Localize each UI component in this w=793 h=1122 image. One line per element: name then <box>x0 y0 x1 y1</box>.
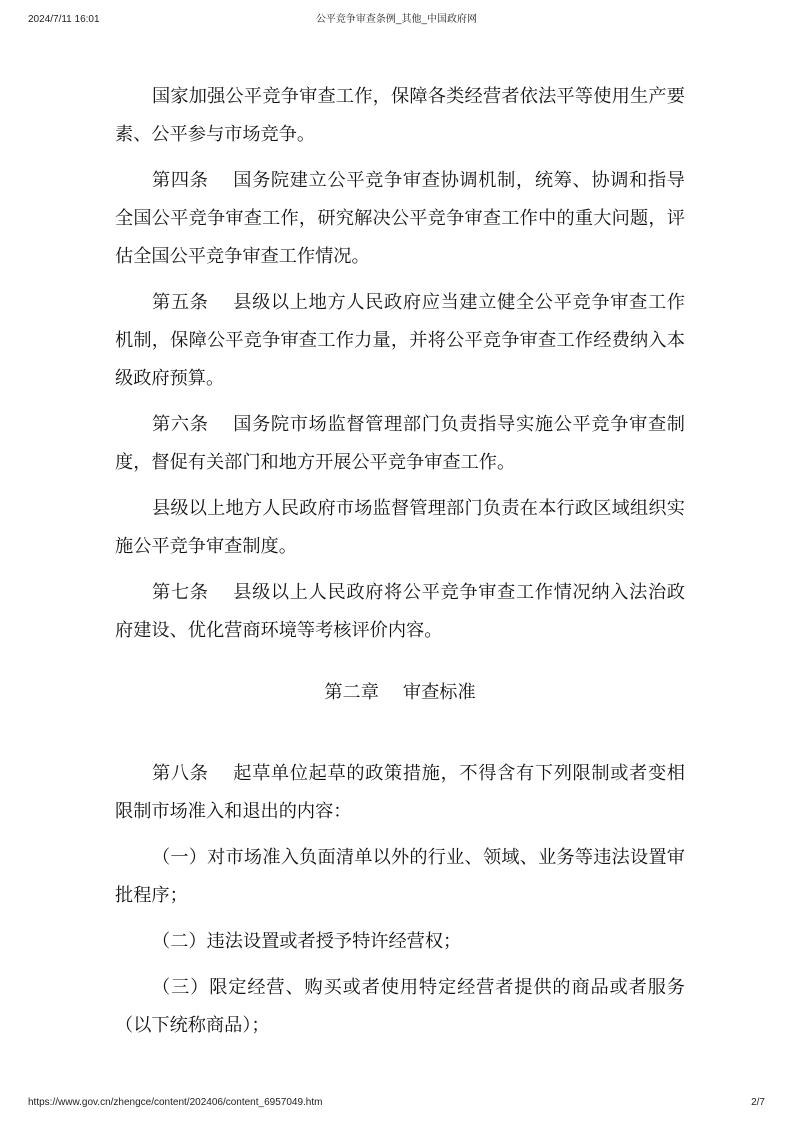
article-6-paragraph-2: 县级以上地方人民政府市场监督管理部门负责在本行政区域组织实施公平竞争审查制度。 <box>115 498 685 557</box>
print-datetime: 2024/7/11 16:01 <box>28 14 100 25</box>
article-7 <box>115 574 685 650</box>
article-4 <box>115 162 685 276</box>
document-body <box>115 78 685 1053</box>
article-5 <box>115 284 685 398</box>
list-item-3: （三）限定经营、购买或者使用特定经营者提供的商品或者服务（以下统称商品）； <box>115 977 685 1036</box>
article-7-label: 第七条 <box>152 582 209 603</box>
article-5-text: 县级以上地方人民政府应当建立健全公平竞争审查工作机制，保障公平竞争审查工作力量，并将公平竞争审查工作经费纳入本级政府预算。 <box>115 292 685 389</box>
article-7-text: 县级以上人民政府将公平竞争审查工作情况纳入法治政府建设、优化营商环境等考核评价内容。 <box>115 582 685 641</box>
article-4-label: 第四条 <box>152 170 209 191</box>
article-8 <box>115 755 685 831</box>
article-8-label: 第八条 <box>152 763 209 784</box>
list-item-2: （二）违法设置或者授予特许经营权； <box>152 931 462 952</box>
chapter-heading <box>115 674 685 712</box>
chapter-number: 第二章 <box>324 682 379 703</box>
article-4-text: 国务院建立公平竞争审查协调机制，统筹、协调和指导全国公平竞争审查工作，研究解决公平竞争审查工作中的重大问题，评估全国公平竞争审查工作情况。 <box>115 170 685 267</box>
page-title: 公平竞争审查条例_其他_中国政府网 <box>315 14 478 25</box>
page-number: 2/7 <box>751 1097 765 1108</box>
article-8-text: 起草单位起草的政策措施，不得含有下列限制或者变相限制市场准入和退出的内容： <box>115 763 685 822</box>
article-5-label: 第五条 <box>152 292 209 313</box>
article-6-label: 第六条 <box>152 414 209 435</box>
chapter-title: 审查标准 <box>402 682 476 703</box>
paragraph-intro: 国家加强公平竞争审查工作，保障各类经营者依法平等使用生产要素、公平参与市场竞争。 <box>115 86 685 145</box>
page-url: https://www.gov.cn/zhengce/content/202406/content_6957049.htm <box>28 1097 323 1108</box>
list-item-1: （一）对市场准入负面清单以外的行业、领域、业务等违法设置审批程序； <box>115 847 685 906</box>
article-6 <box>115 406 685 482</box>
article-6-text: 国务院市场监督管理部门负责指导实施公平竞争审查制度，督促有关部门和地方开展公平竞争审查工作。 <box>115 414 685 473</box>
